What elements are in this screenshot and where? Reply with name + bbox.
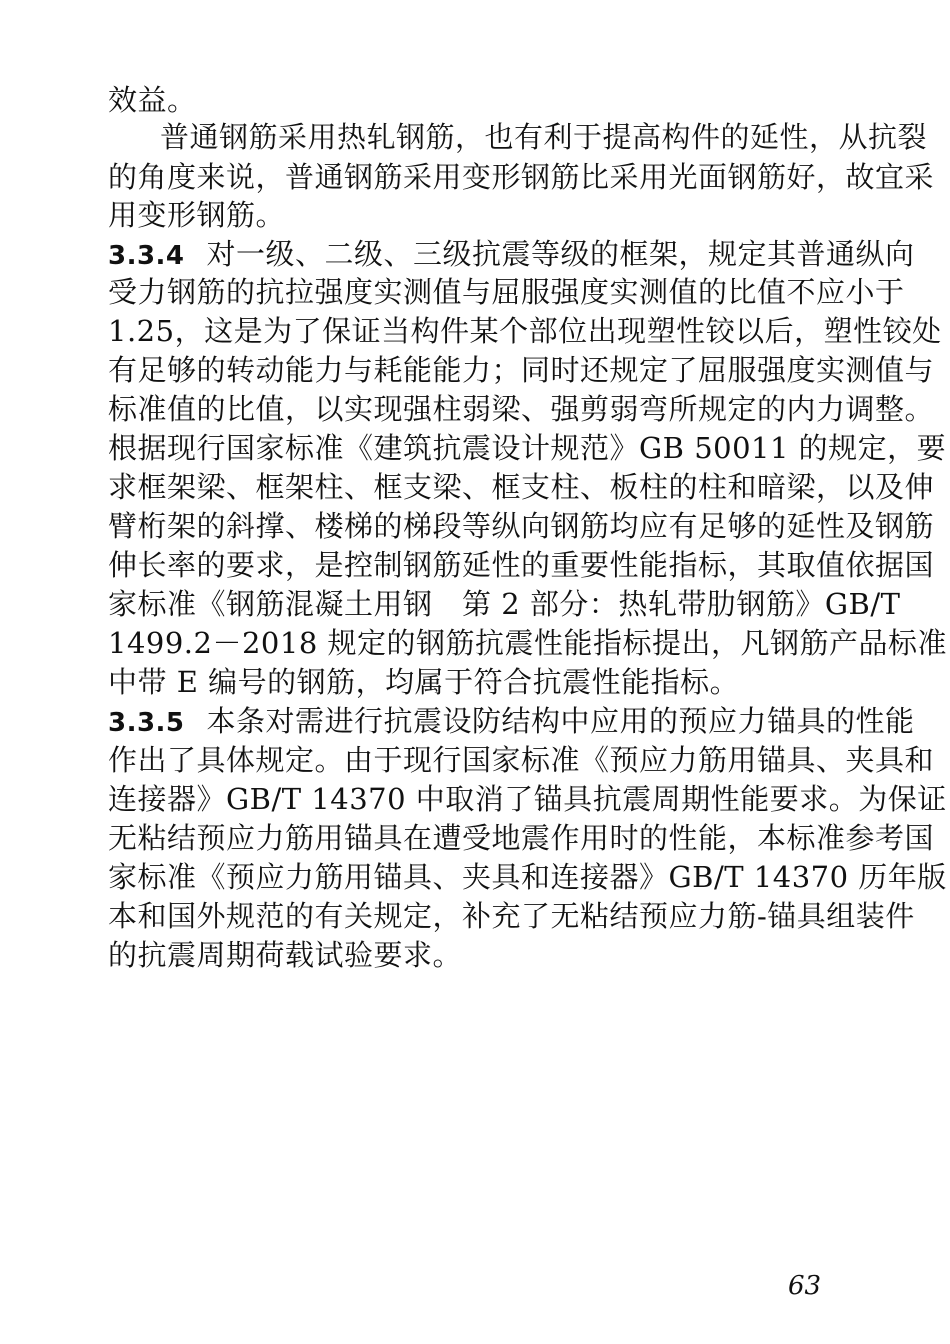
text-line <box>108 818 935 858</box>
line-text: 伸长率的要求，是控制钢筋延性的重要性能指标，其取值依据国 <box>108 548 935 582</box>
line-text: 用变形钢筋。 <box>108 198 286 232</box>
text-line <box>108 350 935 390</box>
text-line <box>108 467 935 507</box>
line-text: 连接器》GB/T 14370 中取消了锚具抗震周期性能要求。为保证 <box>108 782 947 816</box>
line-text: 本和国外规范的有关规定，补充了无粘结预应力筋-锚具组装件 <box>108 899 915 933</box>
line-text: 的抗震周期荷载试验要求。 <box>108 938 463 972</box>
text-line <box>108 779 947 819</box>
line-text: 求框架梁、框架柱、框支梁、框支柱、板柱的柱和暗梁，以及伸 <box>108 470 935 504</box>
text-line <box>108 272 905 312</box>
line-text: 作出了具体规定。由于现行国家标准《预应力筋用锚具、夹具和 <box>108 743 935 777</box>
line-text: 有足够的转动能力与耗能能力；同时还规定了屈服强度实测值与 <box>108 353 935 387</box>
text-line <box>108 935 848 975</box>
line-text: 标准值的比值，以实现强柱弱梁、强剪弱弯所规定的内力调整。 <box>108 392 935 426</box>
clause-number: 3.3.5 <box>108 708 185 738</box>
text-line <box>108 545 935 585</box>
line-text: 普通钢筋采用热轧钢筋，也有利于提高构件的延性，从抗裂 <box>160 120 928 154</box>
text-line <box>108 311 942 351</box>
text-line <box>108 740 935 780</box>
paragraph-start <box>160 117 928 157</box>
line-text: 家标准《钢筋混凝土用钢 第 2 部分：热轧带肋钢筋》GB/T <box>108 587 901 621</box>
text-line <box>108 195 848 235</box>
text-line <box>108 389 935 429</box>
clause-334-heading <box>108 234 915 274</box>
text-line <box>108 623 947 663</box>
line-text: 效益。 <box>108 83 197 117</box>
text-line <box>108 506 935 546</box>
line-text: 根据现行国家标准《建筑抗震设计规范》GB 50011 的规定，要 <box>108 431 947 465</box>
line-text: 1.25，这是为了保证当构件某个部位出现塑性铰以后，塑性铰处 <box>108 314 942 348</box>
line-text: 无粘结预应力筋用锚具在遭受地震作用时的性能，本标准参考国 <box>108 821 935 855</box>
line-text: 中带 E 编号的钢筋，均属于符合抗震性能指标。 <box>108 665 740 699</box>
line-text: 臂桁架的斜撑、楼梯的梯段等纵向钢筋均应有足够的延性及钢筋 <box>108 509 935 543</box>
text-line <box>108 428 947 468</box>
text-line <box>108 857 947 897</box>
line-text: 家标准《预应力筋用锚具、夹具和连接器》GB/T 14370 历年版 <box>108 860 947 894</box>
line-text: 本条对需进行抗震设防结构中应用的预应力锚具的性能 <box>206 704 915 738</box>
text-line <box>108 896 915 936</box>
clause-number: 3.3.4 <box>108 241 185 271</box>
text-line <box>108 584 901 624</box>
line-text: 1499.2－2018 规定的钢筋抗震性能指标提出，凡钢筋产品标准 <box>108 626 947 660</box>
text-line <box>108 80 848 120</box>
line-text: 对一级、二级、三级抗震等级的框架，规定其普通纵向 <box>206 237 915 271</box>
line-text: 受力钢筋的抗拉强度实测值与屈服强度实测值的比值不应小于 <box>108 275 905 309</box>
page-number: 63 <box>788 1271 822 1301</box>
text-line <box>108 157 935 197</box>
line-text: 的角度来说，普通钢筋采用变形钢筋比采用光面钢筋好，故宜采 <box>108 160 935 194</box>
clause-335-heading <box>108 701 915 741</box>
text-line <box>108 662 848 702</box>
